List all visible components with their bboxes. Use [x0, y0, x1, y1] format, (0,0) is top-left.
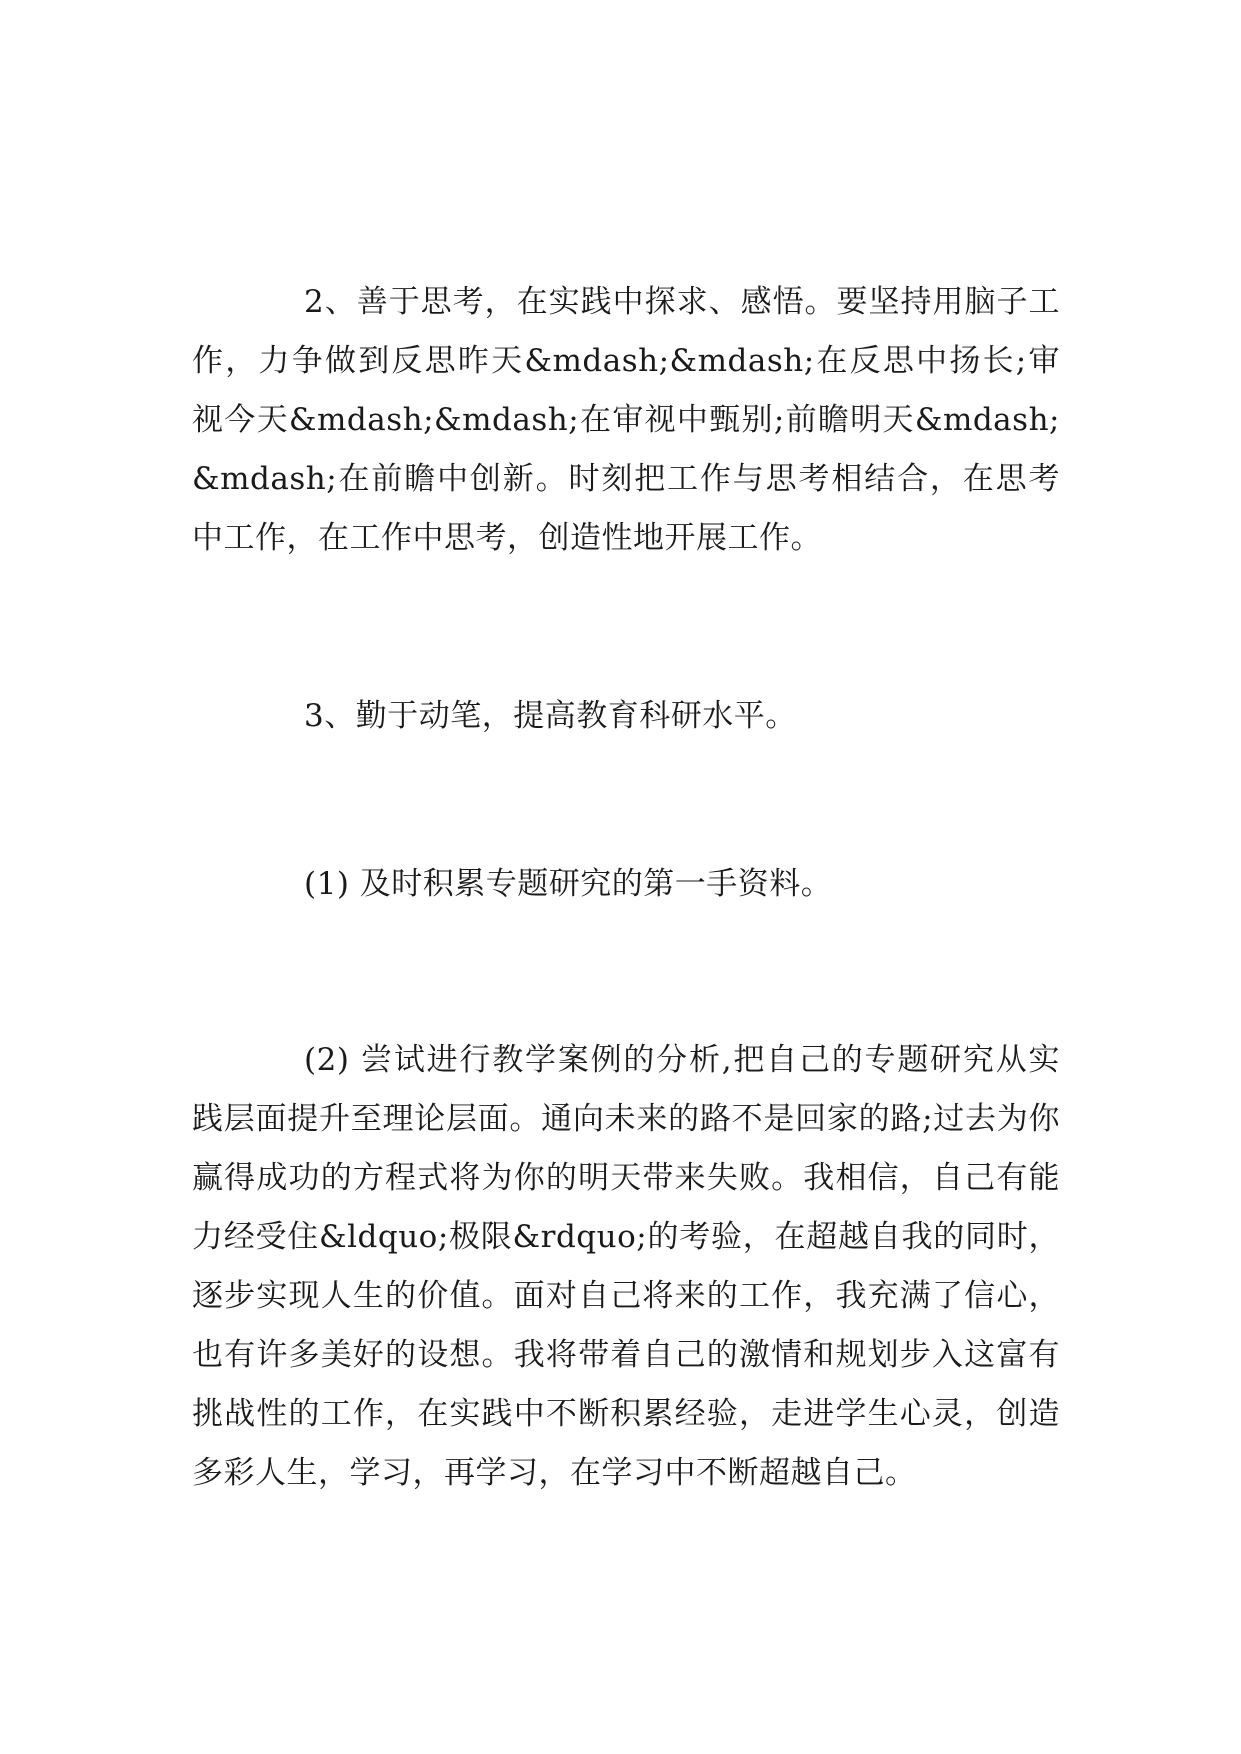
paragraph-item-2: (2) 尝试进行教学案例的分析,把自己的专题研究从实践层面提升至理论层面。通向未来的路不是回家的路;过去为你赢得成功的方程式将为你的明天带来失败。我相信，自己有能力经受住&ldquo;极限&rdquo;的考验，在超越自我的同时，逐步实现人生的价值。面对自己将来的工作，我充满了信心，也有许多美好的设想。我将带着自己的激情和规划步入这富有挑战性的工作，在实践中不断积累经验，走进学生心灵，创造多彩人生，学习，再学习，在学习中不断超越自己。: [192, 1042, 1060, 1491]
paragraph-item-1: (1) 及时积累专题研究的第一手资料。: [304, 866, 833, 902]
paragraph-research-heading: 3、勤于动笔，提高教育科研水平。: [304, 698, 797, 734]
paragraph-thinking: 2、善于思考，在实践中探求、感悟。要坚持用脑子工作，力争做到反思昨天&mdash;&mdash;在反思中扬长;审视今天&mdash;&mdash;在审视中甄别;前瞻明天&mdash;&mdash;在前瞻中创新。时刻把工作与思考相结合，在思考中工作，在工作中思考，创造性地开展工作。: [192, 284, 1060, 556]
